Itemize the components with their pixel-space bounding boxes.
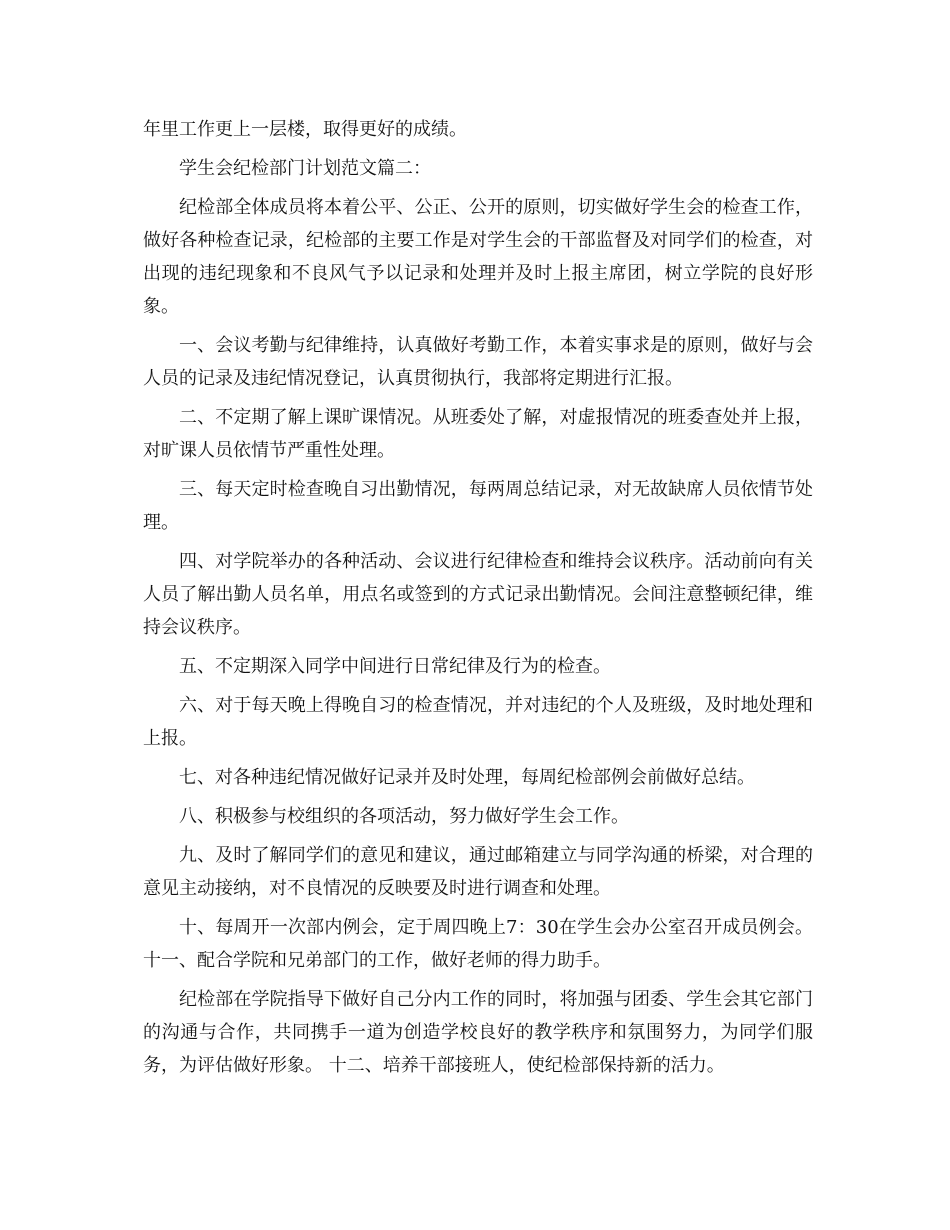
list-item-5: 五、不定期深入同学中间进行日常纪律及行为的检查。 bbox=[179, 656, 611, 677]
list-item-9: 九、及时了解同学们的意见和建议，通过邮箱建立与同学沟通的桥梁，对合理的意见主动接纳，对不良情况的反映要及时进行调查和处理。 bbox=[143, 845, 813, 899]
document-body bbox=[143, 113, 813, 1088]
list-item-2: 二、不定期了解上课旷课情况。从班委处了解，对虚报情况的班委查处并上报，对旷课人员依情节严重性处理。 bbox=[143, 407, 813, 461]
paragraph-intro: 纪检部全体成员将本着公平、公正、公开的原则，切实做好学生会的检查工作，做好各种检查记录，纪检部的主要工作是对学生会的干部监督及对同学们的检查，对出现的违纪现象和不良风气予以记录和处理并及时上报主席团，树立学院的良好形象。 bbox=[143, 197, 813, 317]
list-item-7: 七、对各种违纪情况做好记录并及时处理，每周纪检部例会前做好总结。 bbox=[179, 767, 755, 788]
paragraph-continuation: 年里工作更上一层楼，取得更好的成绩。 bbox=[143, 119, 467, 140]
section-heading: 学生会纪检部门计划范文篇二： bbox=[179, 158, 431, 179]
list-item-6: 六、对于每天晚上得晚自习的检查情况，并对违纪的个人及班级，及时地处理和上报。 bbox=[143, 695, 813, 749]
list-item-8: 八、积极参与校组织的各项活动，努力做好学生会工作。 bbox=[179, 806, 629, 827]
paragraph-closing: 纪检部在学院指导下做好自己分内工作的同时，将加强与团委、学生会其它部门的沟通与合作，共同携手一道为创造学校良好的教学秩序和氛围努力，为同学们服务，为评估做好形象。 十二、培养干部接班人，使纪检部保持新的活力。 bbox=[143, 989, 813, 1076]
list-item-10-11: 十、每周开一次部内例会，定于周四晚上7：30在学生会办公室召开成员例会。 十一、配合学院和兄弟部门的工作，做好老师的得力助手。 bbox=[143, 917, 813, 971]
list-item-3: 三、每天定时检查晚自习出勤情况，每两周总结记录，对无故缺席人员依情节处理。 bbox=[143, 479, 813, 533]
list-item-4: 四、对学院举办的各种活动、会议进行纪律检查和维持会议秩序。活动前向有关人员了解出勤人员名单，用点名或签到的方式记录出勤情况。会间注意整顿纪律，维持会议秩序。 bbox=[143, 551, 813, 638]
list-item-1: 一、会议考勤与纪律维持，认真做好考勤工作，本着实事求是的原则，做好与会人员的记录及违纪情况登记，认真贯彻执行，我部将定期进行汇报。 bbox=[143, 335, 813, 389]
